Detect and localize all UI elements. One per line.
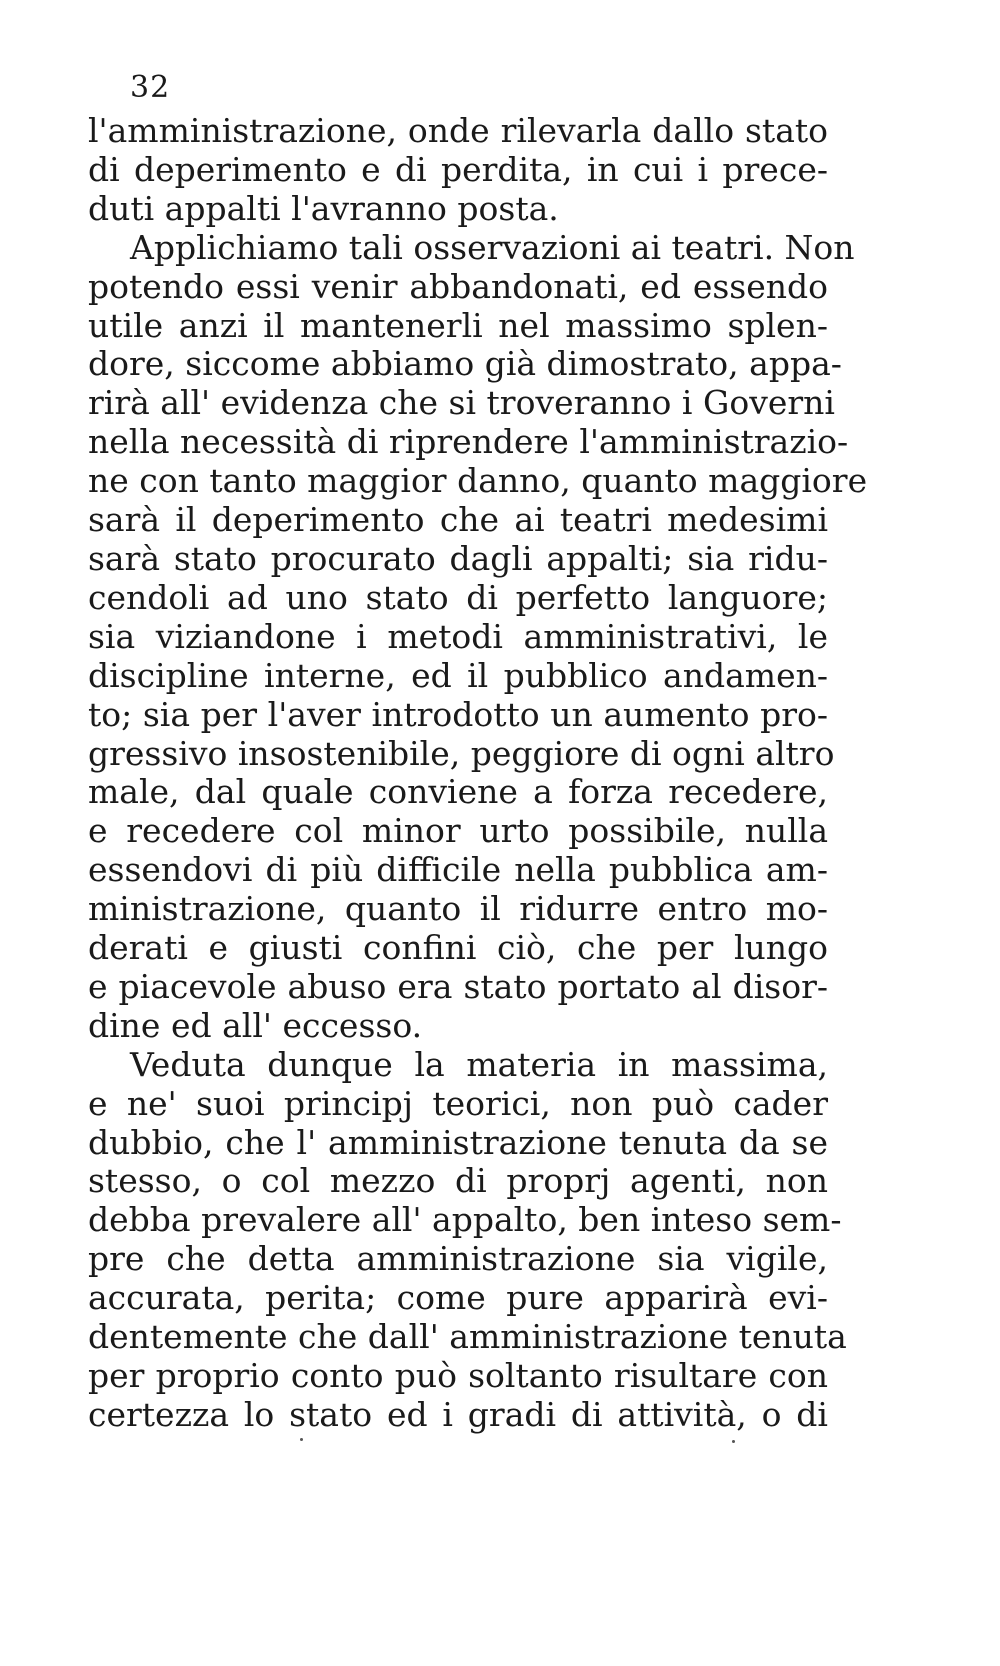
text-line: derati e giusti confini ciò, che per lungo — [88, 928, 828, 968]
text-line: male, dal quale conviene a forza recedere, — [88, 772, 828, 812]
text-line: discipline interne, ed il pubblico andamen- — [88, 655, 828, 695]
text-line: e piacevole abuso era stato portato al disor- — [88, 966, 828, 1006]
page-number: 32 — [130, 70, 171, 105]
print-speck — [732, 1440, 735, 1443]
text-line: sarà il deperimento che ai teatri medesimi — [88, 500, 828, 540]
text-line: nella necessità di riprendere l'amministrazio- — [88, 422, 849, 462]
text-line: di deperimento e di perdita, in cui i prece- — [88, 149, 828, 189]
text-line: pre che detta amministrazione sia vigile, — [88, 1239, 828, 1279]
text-line: rirà all' evidenza che si troveranno i Governi — [88, 383, 835, 423]
text-line: dine ed all' eccesso. — [88, 1005, 423, 1045]
text-line: l'amministrazione, onde rilevarla dallo stato — [88, 111, 828, 150]
text-line: ne con tanto maggior danno, quanto maggiore — [88, 461, 868, 501]
text-line: e recedere col minor urto possibile, nulla — [88, 811, 828, 851]
text-line: e ne' suoi principj teorici, non può cader — [88, 1083, 828, 1123]
text-line: ministrazione, quanto il ridurre entro mo- — [88, 889, 828, 929]
text-line: Veduta dunque la materia in massima, — [130, 1044, 828, 1084]
text-line: essendovi di più difficile nella pubblica am- — [88, 850, 828, 890]
text-line: cendoli ad uno stato di perfetto languore; — [88, 577, 828, 617]
print-speck — [300, 1438, 303, 1441]
text-line: accurata, perita; come pure apparirà evi- — [88, 1278, 828, 1318]
text-line: per proprio conto può soltanto risultare con — [88, 1356, 828, 1395]
text-line: utile anzi il mantenerli nel massimo splen- — [88, 305, 828, 345]
text-line: sia viziandone i metodi amministrativi, le — [88, 616, 828, 656]
text-line: stesso, o col mezzo di proprj agenti, non — [88, 1161, 828, 1201]
text-line: dore, siccome abbiamo già dimostrato, appa- — [88, 344, 842, 384]
text-line: gressivo insostenibile, peggiore di ogni altro — [88, 733, 835, 773]
text-line: debba prevalere all' appalto, ben inteso sem- — [88, 1200, 842, 1240]
text-line: to; sia per l'aver introdotto un aumento pro- — [88, 694, 828, 734]
body-text — [88, 111, 868, 1435]
text-line: dubbio, che l' amministrazione tenuta da se — [88, 1122, 828, 1162]
text-line: duti appalti l'avranno posta. — [88, 188, 559, 228]
text-line: certezza lo stato ed i gradi di attività, o di — [88, 1394, 828, 1434]
text-line: Applichiamo tali osservazioni ai teatri. Non — [130, 227, 855, 267]
text-line: sarà stato procurato dagli appalti; sia ridu- — [88, 538, 828, 578]
text-line: dentemente che dall' amministrazione tenuta — [88, 1317, 847, 1357]
text-line: potendo essi venir abbandonati, ed essendo — [88, 266, 828, 306]
